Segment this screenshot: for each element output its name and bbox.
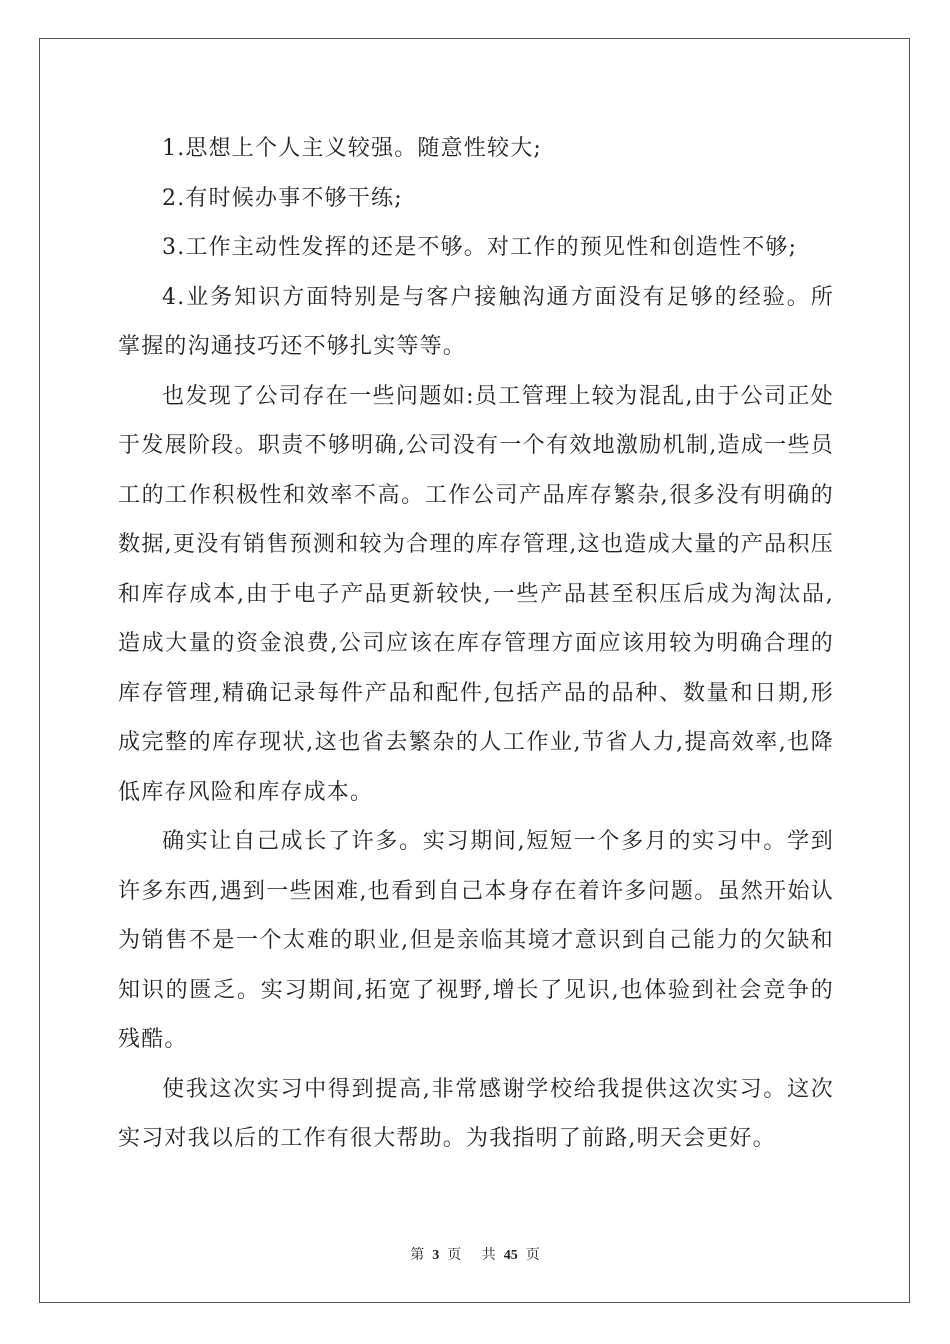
paragraph-conclusion: 使我这次实习中得到提高,非常感谢学校给我提供这次实习。这次实习对我以后的工作有很大帮助。为我指明了前路,明天会更好。: [118, 1076, 834, 1151]
total-prefix: 共: [481, 1247, 496, 1263]
page-footer: [0, 1244, 950, 1264]
page-suffix: 页: [447, 1247, 462, 1263]
total-suffix: 页: [525, 1247, 540, 1263]
document-body: [118, 124, 834, 1164]
paragraph-company-issues: 也发现了公司存在一些问题如:员工管理上较为混乱,由于公司正处于发展阶段。职责不够明确,公司没有一个有效地激励机制,造成一些员工的工作积极性和效率不高。工作公司产品库存繁杂,很多没有明确的数据,更没有销售预测和较为合理的库存管理,这也造成大量的产品积压和库存成本,由于电子产品更新较快,一些产品甚至积压后成为淘汰品,造成大量的资金浪费,公司应该在库存管理方面应该用较为明确合理的库存管理,精确记录每件产品和配件,包括产品的品种、数量和日期,形成完整的库存现状,这也省去繁杂的人工作业,节省人力,提高效率,也降低库存风险和库存成本。: [118, 383, 834, 805]
page-prefix: 第: [410, 1247, 425, 1263]
list-item-3: 3.工作主动性发挥的还是不够。对工作的预见性和创造性不够;: [162, 235, 798, 260]
paragraph-growth: 确实让自己成长了许多。实习期间,短短一个多月的实习中。学到许多东西,遇到一些困难,也看到自己本身存在着许多问题。虽然开始认为销售不是一个太难的职业,但是亲临其境才意识到自己能力的欠缺和知识的匮乏。实习期间,拓宽了视野,增长了见识,也体验到社会竞争的残酷。: [118, 829, 834, 1052]
list-item-2: 2.有时候办事不够干练;: [162, 185, 403, 211]
list-item-4: 4.业务知识方面特别是与客户接触沟通方面没有足够的经验。所掌握的沟通技巧还不够扎实等等。: [118, 284, 834, 359]
total-indicator: [478, 1247, 544, 1263]
page-indicator: [406, 1247, 465, 1263]
page-number: 3: [432, 1248, 440, 1263]
list-item-1: 1.思想上个人主义较强。随意性较大;: [162, 136, 543, 161]
total-pages: 45: [503, 1248, 518, 1263]
